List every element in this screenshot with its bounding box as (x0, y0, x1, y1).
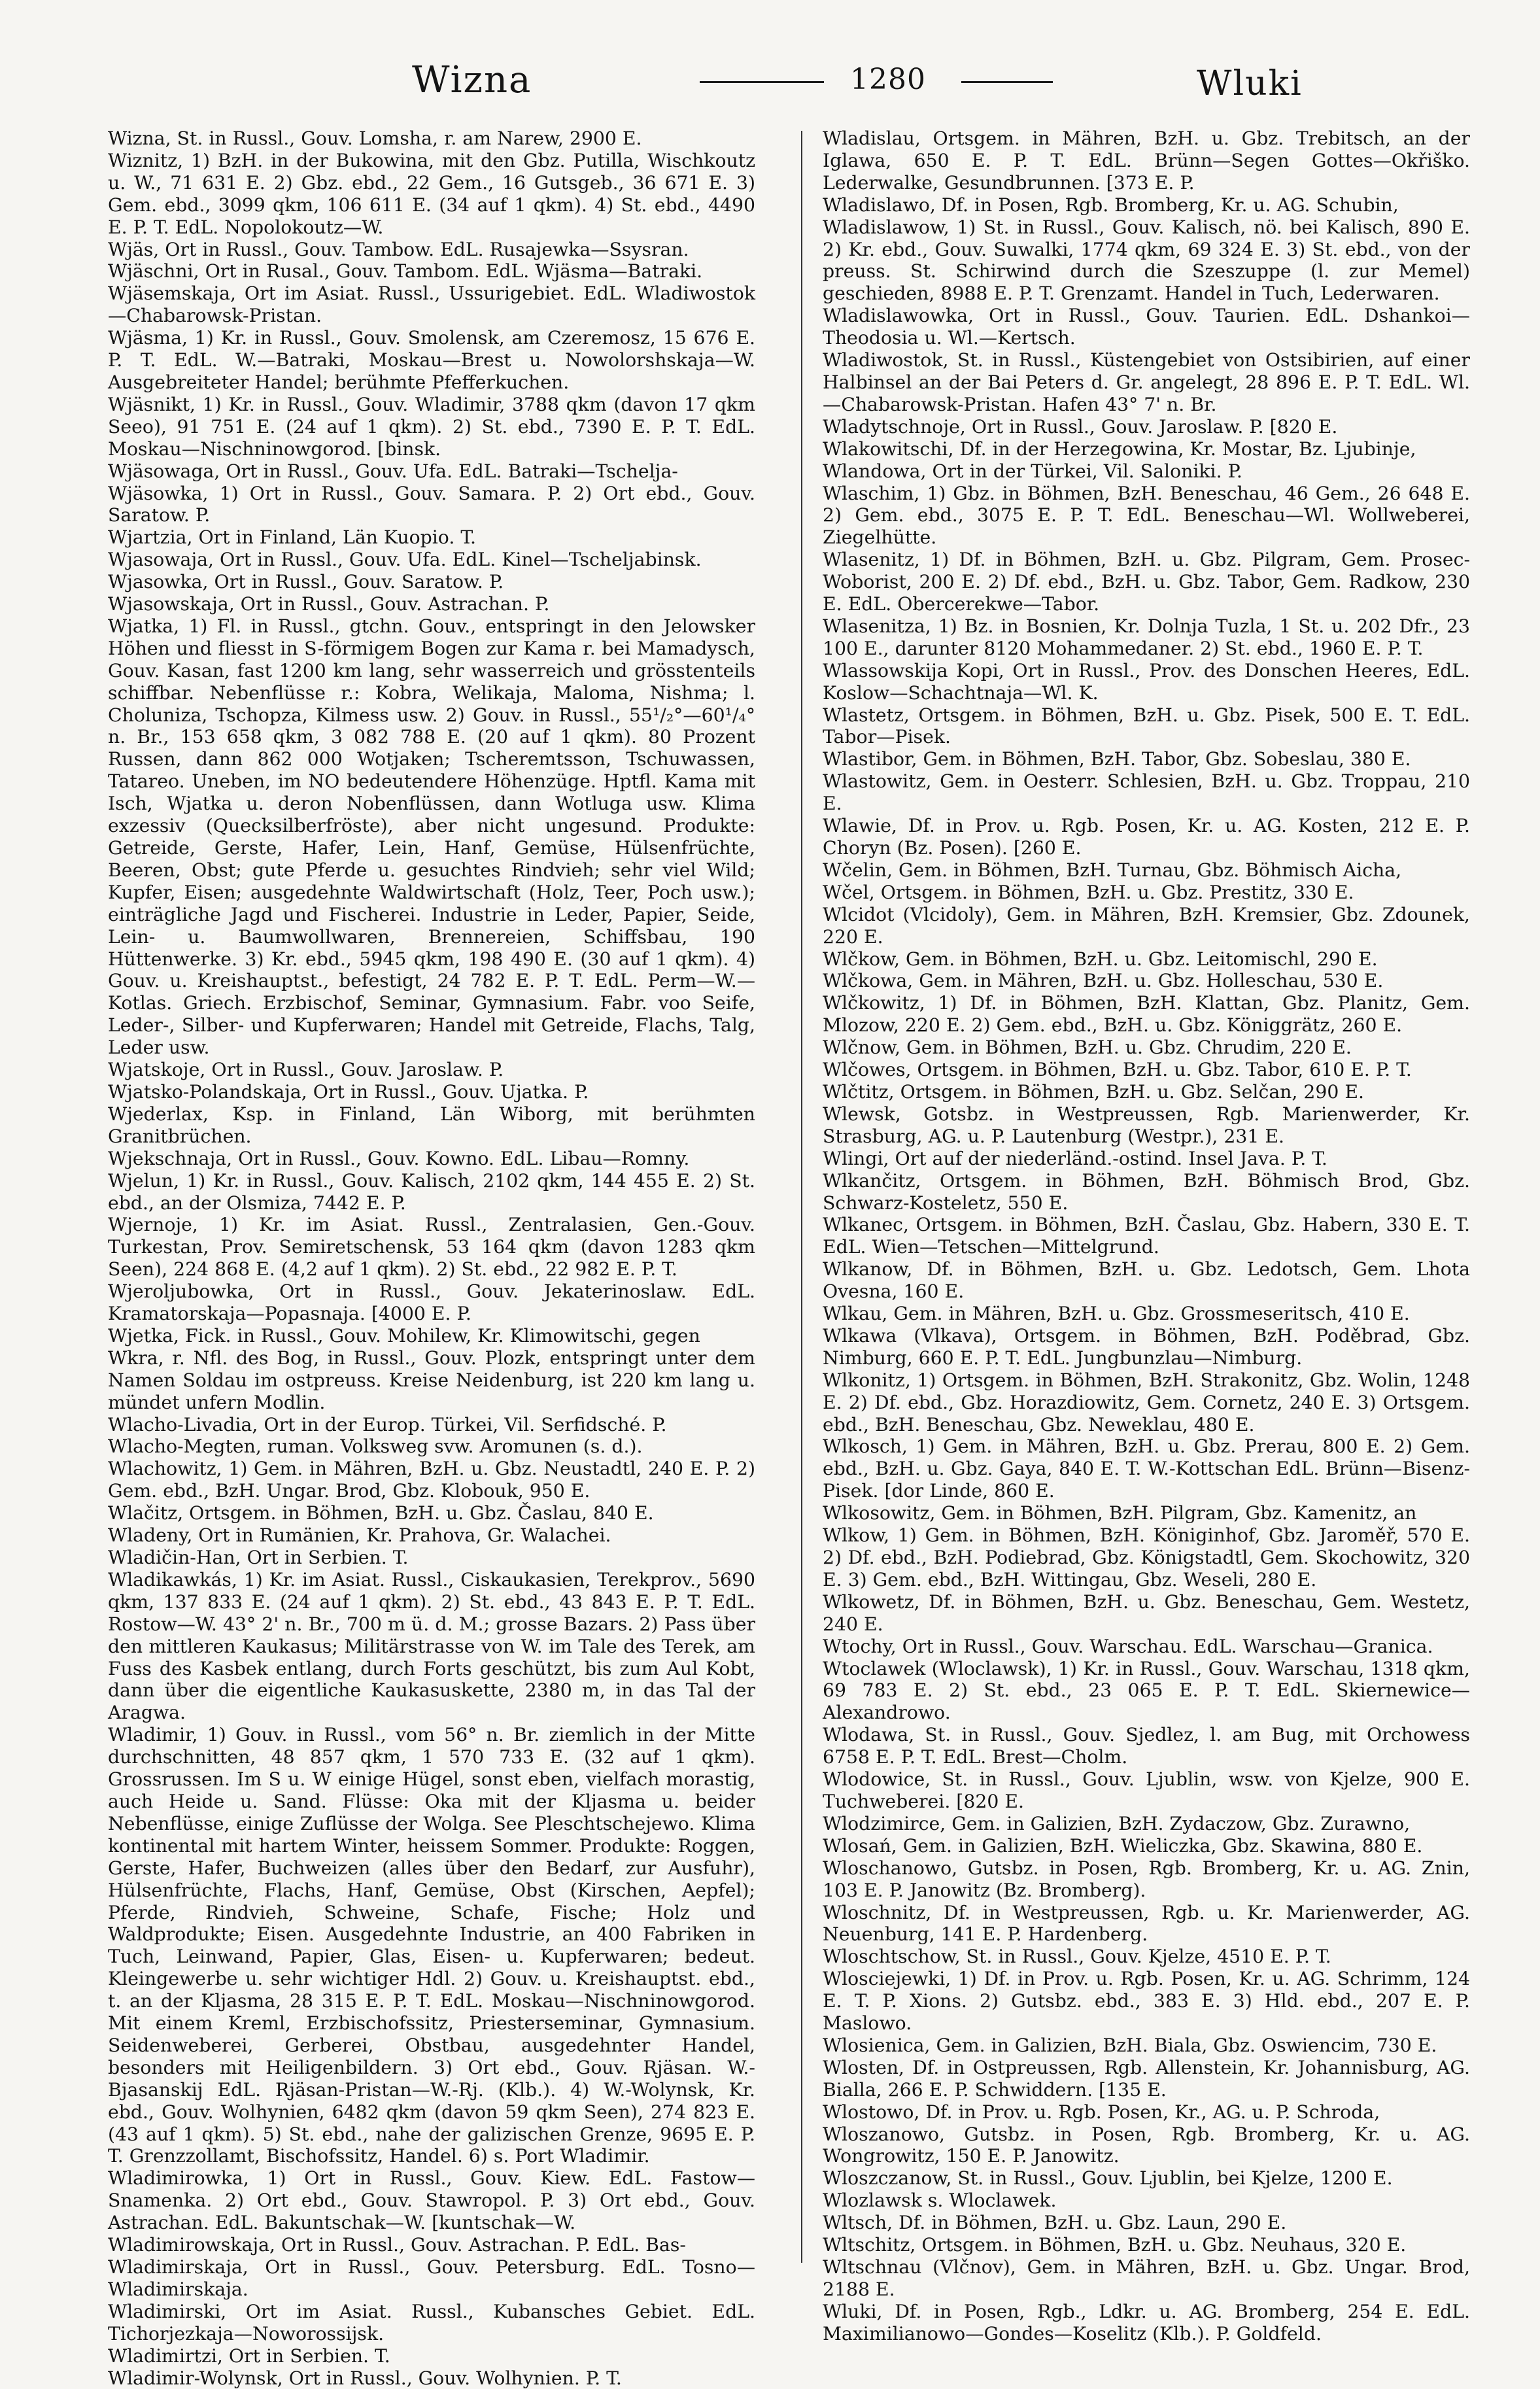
dictionary-entry: Wlostowo, Df. in Prov. u. Rgb. Posen, Kr., AG. u. P. Schroda, (823, 2101, 1380, 2123)
dictionary-entry: Wlkosch, 1) Gem. in Mähren, BzH. u. Gbz. Prerau, 800 E. 2) Gem. ebd., BzH. u. Gbz. Gaya, 840 E. T. W.-Kottschan EdL. Brünn—Bisenz-Pisek. [dor Linde, 860 E. (823, 1435, 1470, 1502)
dictionary-entry: Wladytschnoje, Ort in Russl., Gouv. Jaroslaw. P. [820 E. (823, 415, 1338, 438)
dictionary-entry: Wlewsk, Gotsbz. in Westpreussen, Rgb. Marienwerder, Kr. Strasburg, AG. u. P. Lautenburg (Westpr.), 231 E. (823, 1103, 1470, 1147)
dictionary-entry: Wtochy, Ort in Russl., Gouv. Warschau. EdL. Warschau—Granica. (823, 1635, 1433, 1657)
dictionary-entry: Wlčnow, Gem. in Böhmen, BzH. u. Gbz. Chrudim, 220 E. (823, 1037, 1352, 1059)
dictionary-entry: Wjederlax, Ksp. in Finland, Län Wiborg, mit berühmten Granitbrüchen. (108, 1103, 755, 1147)
dictionary-entry: Wltschnau (Vlčnov), Gem. in Mähren, BzH. u. Gbz. Ungar. Brod, 2188 E. (823, 2256, 1470, 2300)
dictionary-entry: Wlosten, Df. in Ostpreussen, Rgb. Allenstein, Kr. Johannisburg, AG. Bialla, 266 E. P. Schwiddern. [135 E. (823, 2056, 1470, 2101)
dictionary-entry: Wlodawa, St. in Russl., Gouv. Sjedlez, l. am Bug, mit Orchowess 6758 E. P. T. EdL. Brest—Cholm. (823, 1724, 1470, 1768)
dictionary-entry: Wjetka, Fick. in Russl., Gouv. Mohilew, Kr. Klimowitschi, gegen (108, 1324, 700, 1347)
dictionary-entry: Wlkanow, Df. in Böhmen, BzH. u. Gbz. Ledotsch, Gem. Lhota Ovesna, 160 E. (823, 1258, 1470, 1303)
dictionary-entry: Wjasowka, Ort in Russl., Gouv. Saratow. P. (108, 571, 504, 593)
dictionary-entry: Wlcidot (Vlcidoly), Gem. in Mähren, BzH. Kremsier, Gbz. Zdounek, 220 E. (823, 903, 1470, 948)
dictionary-entry: Wltsch, Df. in Böhmen, BzH. u. Gbz. Laun, 290 E. (823, 2212, 1287, 2234)
dictionary-entry: Wladimirtzi, Ort in Serbien. T. (108, 2345, 390, 2367)
dictionary-entry: Wiznitz, 1) BzH. in der Bukowina, mit den Gbz. Putilla, Wischkoutz u. W., 71 631 E. 2) Gbz. ebd., 22 Gem., 16 Gutsgeb., 36 671 E. 3) Gem. ebd., 3099 qkm, 106 611 E. (34 auf 1 qkm). 4) St. ebd., 4490 E. P. T. EdL. Nopolokoutz—W. (108, 149, 755, 238)
dictionary-entry: Wladimirowskaja, Ort in Russl., Gouv. Astrachan. P. EdL. Bas- (108, 2234, 686, 2256)
dictionary-entry: Wtoclawek (Wloclawsk), 1) Kr. in Russl., Gouv. Warschau, 1318 qkm, 69 783 E. 2) St. ebd., 23 065 E. P. T. EdL. Skiernewice—Alexandrowo. (823, 1657, 1470, 1724)
dictionary-entry: Wlozlawsk s. Wloclawek. (823, 2190, 1057, 2212)
dictionary-entry: Wjäsma, 1) Kr. in Russl., Gouv. Smolensk, am Czeremosz, 15 676 E. P. T. EdL. W.—Batraki, Moskau—Brest u. Nowolorshskaja—W. Ausgebreiteter Handel; berühmte Pfefferkuchen. (108, 327, 755, 393)
dictionary-entry: Wlkančitz, Ortsgem. in Böhmen, BzH. Böhmisch Brod, Gbz. Schwarz-Kosteletz, 550 E. (823, 1169, 1470, 1214)
dictionary-entry: Wloszanowo, Gutsbz. in Posen, Rgb. Bromberg, Kr. u. AG. Wongrowitz, 150 E. P. Janowitz. (823, 2123, 1470, 2167)
page-number: 1280 (850, 63, 926, 96)
dictionary-entry: Wjäsemskaja, Ort im Asiat. Russl., Ussurigebiet. EdL. Wladiwostok—Chabarowsk-Pristan. (108, 283, 755, 327)
dictionary-entry: Wlkow, 1) Gem. in Böhmen, BzH. Königinhof, Gbz. Jaroměř, 570 E. 2) Df. ebd., BzH. Podiebrad, Gbz. Königstadtl, Gem. Skochowitz, 320 E. 3) Gem. ebd., BzH. Wittingau, Gbz. Weseli, 280 E. (823, 1524, 1470, 1590)
dictionary-entry: Wlastibor, Gem. in Böhmen, BzH. Tabor, Gbz. Sobeslau, 380 E. (823, 748, 1411, 770)
dictionary-entry: Wlodowice, St. in Russl., Gouv. Ljublin, wsw. von Kjelze, 900 E. Tuchweberei. [820 E. (823, 1768, 1470, 1812)
dictionary-entry: Wjelun, 1) Kr. in Russl., Gouv. Kalisch, 2102 qkm, 144 455 E. 2) St. ebd., an der Olsmiza, 7442 E. P. (108, 1169, 755, 1214)
dictionary-entry: Wladiwostok, St. in Russl., Küstengebiet von Ostsibirien, auf einer Halbinsel an der Bai Peters d. Gr. angelegt, 28 896 E. P. T. EdL. Wl.—Chabarowsk-Pristan. Hafen 43° 7' n. Br. (823, 349, 1470, 415)
dictionary-entry: Wjäs, Ort in Russl., Gouv. Tambow. EdL. Rusajewka—Ssysran. (108, 238, 689, 260)
dictionary-entry: Wladislawowka, Ort in Russl., Gouv. Taurien. EdL. Dshankoi—Theodosia u. Wl.—Kertsch. (823, 305, 1470, 349)
dictionary-entry: Wjernoje, 1) Kr. im Asiat. Russl., Zentralasien, Gen.-Gouv. Turkestan, Prov. Semiretschensk, 53 164 qkm (davon 1283 qkm Seen), 224 868 E. (4,2 auf 1 qkm). 2) St. ebd., 22 982 E. P. T. (108, 1214, 755, 1280)
dictionary-entry: Wlčkowitz, 1) Df. in Böhmen, BzH. Klattan, Gbz. Planitz, Gem. Mlozow, 220 E. 2) Gem. ebd., BzH. u. Gbz. Königgrätz, 260 E. (823, 992, 1470, 1037)
page-header (72, 26, 1478, 124)
dictionary-entry: Wjäsnikt, 1) Kr. in Russl., Gouv. Wladimir, 3788 qkm (davon 17 qkm Seeo), 91 751 E. (24 auf 1 qkm). 2) St. ebd., 7390 E. P. T. EdL. Moskau—Nischninowgorod. [binsk. (108, 393, 755, 460)
dictionary-entry: Wjasowskaja, Ort in Russl., Gouv. Astrachan. P. (108, 593, 550, 615)
dictionary-entry: Wjekschnaja, Ort in Russl., Gouv. Kowno. EdL. Libau—Romny. (108, 1147, 690, 1169)
dictionary-entry: Wlkosowitz, Gem. in Böhmen, BzH. Pilgram, Gbz. Kamenitz, an (823, 1502, 1417, 1524)
dictionary-entry: Wlingi, Ort auf der niederländ.-ostind. Insel Java. P. T. (823, 1147, 1327, 1169)
dictionary-entry: Wloszczanow, St. in Russl., Gouv. Ljublin, bei Kjelze, 1200 E. (823, 2167, 1393, 2190)
dictionary-entry: Wladislawo, Df. in Posen, Rgb. Bromberg, Kr. u. AG. Schubin, (823, 194, 1399, 216)
dictionary-entry: Wlkanec, Ortsgem. in Böhmen, BzH. Časlau, Gbz. Habern, 330 E. T. EdL. Wien—Tetschen—Mittelgrund. (823, 1214, 1470, 1258)
dictionary-entry: Wlakowitschi, Df. in der Herzegowina, Kr. Mostar, Bz. Ljubinje, (823, 438, 1416, 460)
dictionary-entry: Wladimirowka, 1) Ort in Russl., Gouv. Kiew. EdL. Fastow—Snamenka. 2) Ort ebd., Gouv. Stawropol. P. 3) Ort ebd., Gouv. Astrachan. EdL. Bakuntschak—W. [kuntschak—W. (108, 2167, 755, 2234)
dictionary-entry: Wlosciejewki, 1) Df. in Prov. u. Rgb. Posen, Kr. u. AG. Schrimm, 124 E. T. P. Xions. 2) Gutsbz. ebd., 383 E. 3) Hld. ebd., 207 E. P. Maslowo. (823, 1968, 1470, 2035)
dictionary-entry: Wlčkow, Gem. in Böhmen, BzH. u. Gbz. Leitomischl, 290 E. (823, 948, 1378, 970)
dictionary-entry: Wlosienica, Gem. in Galizien, BzH. Biala, Gbz. Oswiencim, 730 E. (823, 2034, 1437, 2056)
dictionary-entry: Wladimirskaja, Ort in Russl., Gouv. Petersburg. EdL. Tosno—Wladimirskaja. (108, 2256, 755, 2300)
header-left-word: Wizna (412, 59, 532, 101)
dictionary-entry: Wlkau, Gem. in Mähren, BzH. u. Gbz. Grossmeseritsch, 410 E. (823, 1303, 1410, 1325)
dictionary-entry: Wlodzimirce, Gem. in Galizien, BzH. Zydaczow, Gbz. Zurawno, (823, 1812, 1411, 1834)
dictionary-entry: Wlaschim, 1) Gbz. in Böhmen, BzH. Beneschau, 46 Gem., 26 648 E. 2) Gem. ebd., 3075 E. P. T. EdL. Beneschau—Wl. Wollweberei, Ziegelhütte. (823, 482, 1470, 549)
header-dash-left (700, 81, 824, 83)
dictionary-entry: Wladikawkás, 1) Kr. im Asiat. Russl., Ciskaukasien, Terekprov., 5690 qkm, 137 833 E. (24 auf 1 qkm). 2) St. ebd., 43 843 E. P. T. EdL. Rostow—W. 43° 2' n. Br., 700 m ü. d. M.; grosse Bazars. 2) Pass über den mittleren Kaukasus; Militärstrasse von W. im Tale des Terek, am Fuss des Kasbek entlang, durch Forts geschützt, bis zum Aul Kobt, dann über die eigentliche Kaukasuskette, 2380 m, in das Tal der Aragwa. (108, 1568, 755, 1724)
left-column (108, 128, 755, 2389)
dictionary-entry: Wjatsko-Polandskaja, Ort in Russl., Gouv. Ujatka. P. (108, 1080, 589, 1103)
dictionary-entry: Wjartzia, Ort in Finland, Län Kuopio. T. (108, 526, 477, 549)
dictionary-entry: Wlčtitz, Ortsgem. in Böhmen, BzH. u. Gbz. Selčan, 290 E. (823, 1080, 1365, 1103)
dictionary-entry: Wlasenitza, 1) Bz. in Bosnien, Kr. Dolnja Tuzla, 1 St. u. 202 Dfr., 23 100 E., darunter 8120 Mohammedaner. 2) St. ebd., 1960 E. P. T. (823, 615, 1470, 659)
dictionary-entry: Wlastetz, Ortsgem. in Böhmen, BzH. u. Gbz. Pisek, 500 E. T. EdL. Tabor—Pisek. (823, 704, 1470, 748)
column-divider (801, 131, 802, 2263)
dictionary-entry: Wloschanowo, Gutsbz. in Posen, Rgb. Bromberg, Kr. u. AG. Znin, 103 E. P. Janowitz (Bz. Bromberg). (823, 1857, 1470, 1901)
dictionary-entry: Wizna, St. in Russl., Gouv. Lomsha, r. am Narew, 2900 E. (108, 128, 642, 149)
dictionary-entry: Wladimir-Wolynsk, Ort in Russl., Gouv. Wolhynien. P. T. (108, 2367, 622, 2389)
dictionary-entry: Wlkowetz, Df. in Böhmen, BzH. u. Gbz. Beneschau, Gem. Westetz, 240 E. (823, 1590, 1470, 1635)
dictionary-entry: Wlačitz, Ortsgem. in Böhmen, BzH. u. Gbz. Časlau, 840 E. (108, 1502, 654, 1524)
dictionary-entry: Wlawie, Df. in Prov. u. Rgb. Posen, Kr. u. AG. Kosten, 212 E. P. Choryn (Bz. Posen). [260 E. (823, 815, 1470, 859)
header-right-word: Wluki (1197, 64, 1303, 103)
dictionary-entry: Wladičin-Han, Ort in Serbien. T. (108, 1547, 409, 1568)
right-column (823, 128, 1470, 2345)
dictionary-entry: Wjäsowka, 1) Ort in Russl., Gouv. Samara. P. 2) Ort ebd., Gouv. Saratow. P. (108, 482, 755, 526)
dictionary-entry: Wjatka, 1) Fl. in Russl., gtchn. Gouv., entspringt in den Jelowsker Höhen und fliesst in S-förmigem Bogen zur Kama r. bei Mamadysch, Gouv. Kasan, fast 1200 km lang, sehr wasserreich und grösstenteils schiffbar. Nebenflüsse r.: Kobra, Welikaja, Maloma, Nishma; l. Choluniza, Tschopza, Kilmess usw. 2) Gouv. in Russl., 55¹/₂°—60¹/₄° n. Br., 153 658 qkm, 3 082 788 E. (20 auf 1 qkm). 80 Prozent Russen, dann 862 000 Wotjaken; Tscheremtsson, Tschuwassen, Tatareo. Uneben, im NO bedeutendere Höhenzüge. Hptfl. Kama mit Isch, Wjatka u. deron Nobenflüssen, dann Wotluga usw. Klima exzessiv (Quecksilberfröste), aber nicht ungesund. Produkte: Getreide, Gerste, Hafer, Lein, Hanf, Gemüse, Hülsenfrüchte, Beeren, Obst; gute Pferde u. gesuchtes Rindvieh; sehr viel Wild; Kupfer, Eisen; ausgedehnte Waldwirtschaft (Holz, Teer, Poch usw.); einträgliche Jagd und Fischerei. Industrie in Leder, Papier, Seide, Lein- u. Baumwollwaren, Brennereien, Schiffsbau, 190 Hüttenwerke. 3) Kr. ebd., 5945 qkm, 198 490 E. (30 auf 1 qkm). 4) Gouv. u. Kreishauptst., befestigt, 24 782 E. P. T. EdL. Perm—W.—Kotlas. Griech. Erzbischof, Seminar, Gymnasium. Fabr. voo Seife, Leder-, Silber- und Kupferwaren; Handel mit Getreide, Flachs, Talg, Leder usw. (108, 615, 755, 1059)
dictionary-entry: Wladislau, Ortsgem. in Mähren, BzH. u. Gbz. Trebitsch, an der Iglawa, 650 E. P. T. EdL. Brünn—Segen Gottes—Okřiško. Lederwalke, Gesundbrunnen. [373 E. P. (823, 128, 1470, 194)
dictionary-entry: Wluki, Df. in Posen, Rgb., Ldkr. u. AG. Bromberg, 254 E. EdL. Maximilianowo—Gondes—Koselitz (Klb.). P. Goldfeld. (823, 2300, 1470, 2345)
dictionary-entry: Wladislawow, 1) St. in Russl., Gouv. Kalisch, nö. bei Kalisch, 890 E. 2) Kr. ebd., Gouv. Suwalki, 1774 qkm, 69 324 E. 3) St. ebd., von der preuss. St. Schirwind durch die Szeszuppe (l. zur Memel) geschieden, 8988 E. P. T. Grenzamt. Handel in Tuch, Lederwaren. (823, 216, 1470, 305)
dictionary-entry: Wladimir, 1) Gouv. in Russl., vom 56° n. Br. ziemlich in der Mitte durchschnitten, 48 857 qkm, 1 570 733 E. (32 auf 1 qkm). Grossrussen. Im S u. W einige Hügel, sonst eben, vielfach morastig, auch Heide u. Sand. Flüsse: Oka mit der Kljasma u. beider Nebenflüsse, einige Zuflüsse der Wolga. See Pleschtschejewo. Klima kontinental mit hartem Winter, heissem Sommer. Produkte: Roggen, Gerste, Hafer, Buchweizen (alles über den Bedarf, zur Ausfuhr), Hülsenfrüchte, Flachs, Hanf, Gemüse, Obst (Kirschen, Aepfel); Pferde, Rindvieh, Schweine, Schafe, Fische; Holz und Waldprodukte; Eisen. Ausgedehnte Industrie, an 400 Fabriken in Tuch, Leinwand, Papier, Glas, Eisen- u. Kupferwaren; bedeut. Kleingewerbe u. sehr wichtiger Hdl. 2) Gouv. u. Kreishauptst. ebd., t. an der Kljasma, 28 315 E. P. T. EdL. Moskau—Nischninowgorod. Mit einem Kreml, Erzbischofssitz, Priesterseminar, Gymnasium. Seidenweberei, Gerberei, Obstbau, ausgedehnter Handel, besonders mit Heiligenbildern. 3) Ort ebd., Gouv. Rjäsan. W.-Bjasanskij EdL. Rjäsan-Pristan—W.-Rj. (Klb.). 4) W.-Wolynsk, Kr. ebd., Gouv. Wolhynien, 6482 qkm (davon 59 qkm Seen), 274 823 E. (43 auf 1 qkm). 5) St. ebd., nahe der galizischen Grenze, 9695 E. P. T. Grenzzollamt, Bischofssitz, Handel. 6) s. Port Wladimir. (108, 1724, 755, 2167)
dictionary-entry: Wltschitz, Ortsgem. in Böhmen, BzH. u. Gbz. Neuhaus, 320 E. (823, 2234, 1407, 2256)
dictionary-entry: Wloschnitz, Df. in Westpreussen, Rgb. u. Kr. Marienwerder, AG. Neuenburg, 141 E. P. Hardenberg. (823, 1901, 1470, 1946)
dictionary-entry: Wlasenitz, 1) Df. in Böhmen, BzH. u. Gbz. Pilgram, Gem. Prosec-Woborist, 200 E. 2) Df. ebd., BzH. u. Gbz. Tabor, Gem. Radkow, 230 E. EdL. Obercerekwe—Tabor. (823, 549, 1470, 615)
dictionary-entry: Wlkawa (Vlkava), Ortsgem. in Böhmen, BzH. Poděbrad, Gbz. Nimburg, 660 E. P. T. EdL. Jungbunzlau—Nimburg. (823, 1324, 1470, 1369)
dictionary-entry: Wlčkowa, Gem. in Mähren, BzH. u. Gbz. Holleschau, 530 E. (823, 970, 1384, 992)
dictionary-entry: Wjasowaja, Ort in Russl., Gouv. Ufa. EdL. Kinel—Tscheljabinsk. (108, 549, 702, 571)
dictionary-entry: Wčel, Ortsgem. in Böhmen, BzH. u. Gbz. Prestitz, 330 E. (823, 881, 1354, 903)
dictionary-entry: Wladeny, Ort in Rumänien, Kr. Prahova, Gr. Walachei. (108, 1524, 611, 1547)
dictionary-entry: Wlčowes, Ortsgem. in Böhmen, BzH. u. Gbz. Tabor, 610 E. P. T. (823, 1059, 1412, 1081)
dictionary-entry: Wladimirski, Ort im Asiat. Russl., Kubansches Gebiet. EdL. Tichorjezkaja—Noworossijsk. (108, 2300, 755, 2345)
dictionary-entry: Wjäschni, Ort in Rusal., Gouv. Tambom. EdL. Wjäsma—Batraki. (108, 260, 703, 283)
dictionary-entry: Wlassowskija Kopi, Ort in Russl., Prov. des Donschen Heeres, EdL. Koslow—Schachtnaja—Wl. K. (823, 659, 1470, 704)
dictionary-entry: Wlosań, Gem. in Galizien, BzH. Wieliczka, Gbz. Skawina, 880 E. (823, 1834, 1423, 1857)
dictionary-entry: Wčelin, Gem. in Böhmen, BzH. Turnau, Gbz. Böhmisch Aicha, (823, 859, 1402, 881)
dictionary-entry: Wkra, r. Nfl. des Bog, in Russl., Gouv. Plozk, entspringt unter dem Namen Soldau im ostpreuss. Kreise Neidenburg, ist 220 km lang u. mündet unfern Modlin. (108, 1347, 755, 1413)
dictionary-entry: Wlkonitz, 1) Ortsgem. in Böhmen, BzH. Strakonitz, Gbz. Wolin, 1248 E. 2) Df. ebd., Gbz. Horazdiowitz, Gem. Cornetz, 240 E. 3) Ortsgem. ebd., BzH. Beneschau, Gbz. Neweklau, 480 E. (823, 1369, 1470, 1435)
dictionary-entry: Wlandowa, Ort in der Türkei, Vil. Saloniki. P. (823, 460, 1242, 482)
dictionary-entry: Wjeroljubowka, Ort in Russl., Gouv. Jekaterinoslaw. EdL. Kramatorskaja—Popasnaja. [4000 E. P. (108, 1280, 755, 1325)
dictionary-entry: Wjatskoje, Ort in Russl., Gouv. Jaroslaw. P. (108, 1059, 504, 1081)
header-dash-right (961, 81, 1053, 83)
dictionary-entry: Wlachowitz, 1) Gem. in Mähren, BzH. u. Gbz. Neustadtl, 240 E. P. 2) Gem. ebd., BzH. Ungar. Brod, Gbz. Klobouk, 950 E. (108, 1458, 755, 1502)
dictionary-entry: Wlacho-Livadia, Ort in der Europ. Türkei, Vil. Serfidsché. P. (108, 1413, 667, 1435)
dictionary-entry: Wjäsowaga, Ort in Russl., Gouv. Ufa. EdL. Batraki—Tschelja- (108, 460, 678, 482)
dictionary-entry: Wlastowitz, Gem. in Oesterr. Schlesien, BzH. u. Gbz. Troppau, 210 E. (823, 770, 1470, 815)
dictionary-entry: Wloschtschow, St. in Russl., Gouv. Kjelze, 4510 E. P. T. (823, 1946, 1331, 1968)
dictionary-entry: Wlacho-Megten, ruman. Volksweg svw. Aromunen (s. d.). (108, 1435, 643, 1458)
